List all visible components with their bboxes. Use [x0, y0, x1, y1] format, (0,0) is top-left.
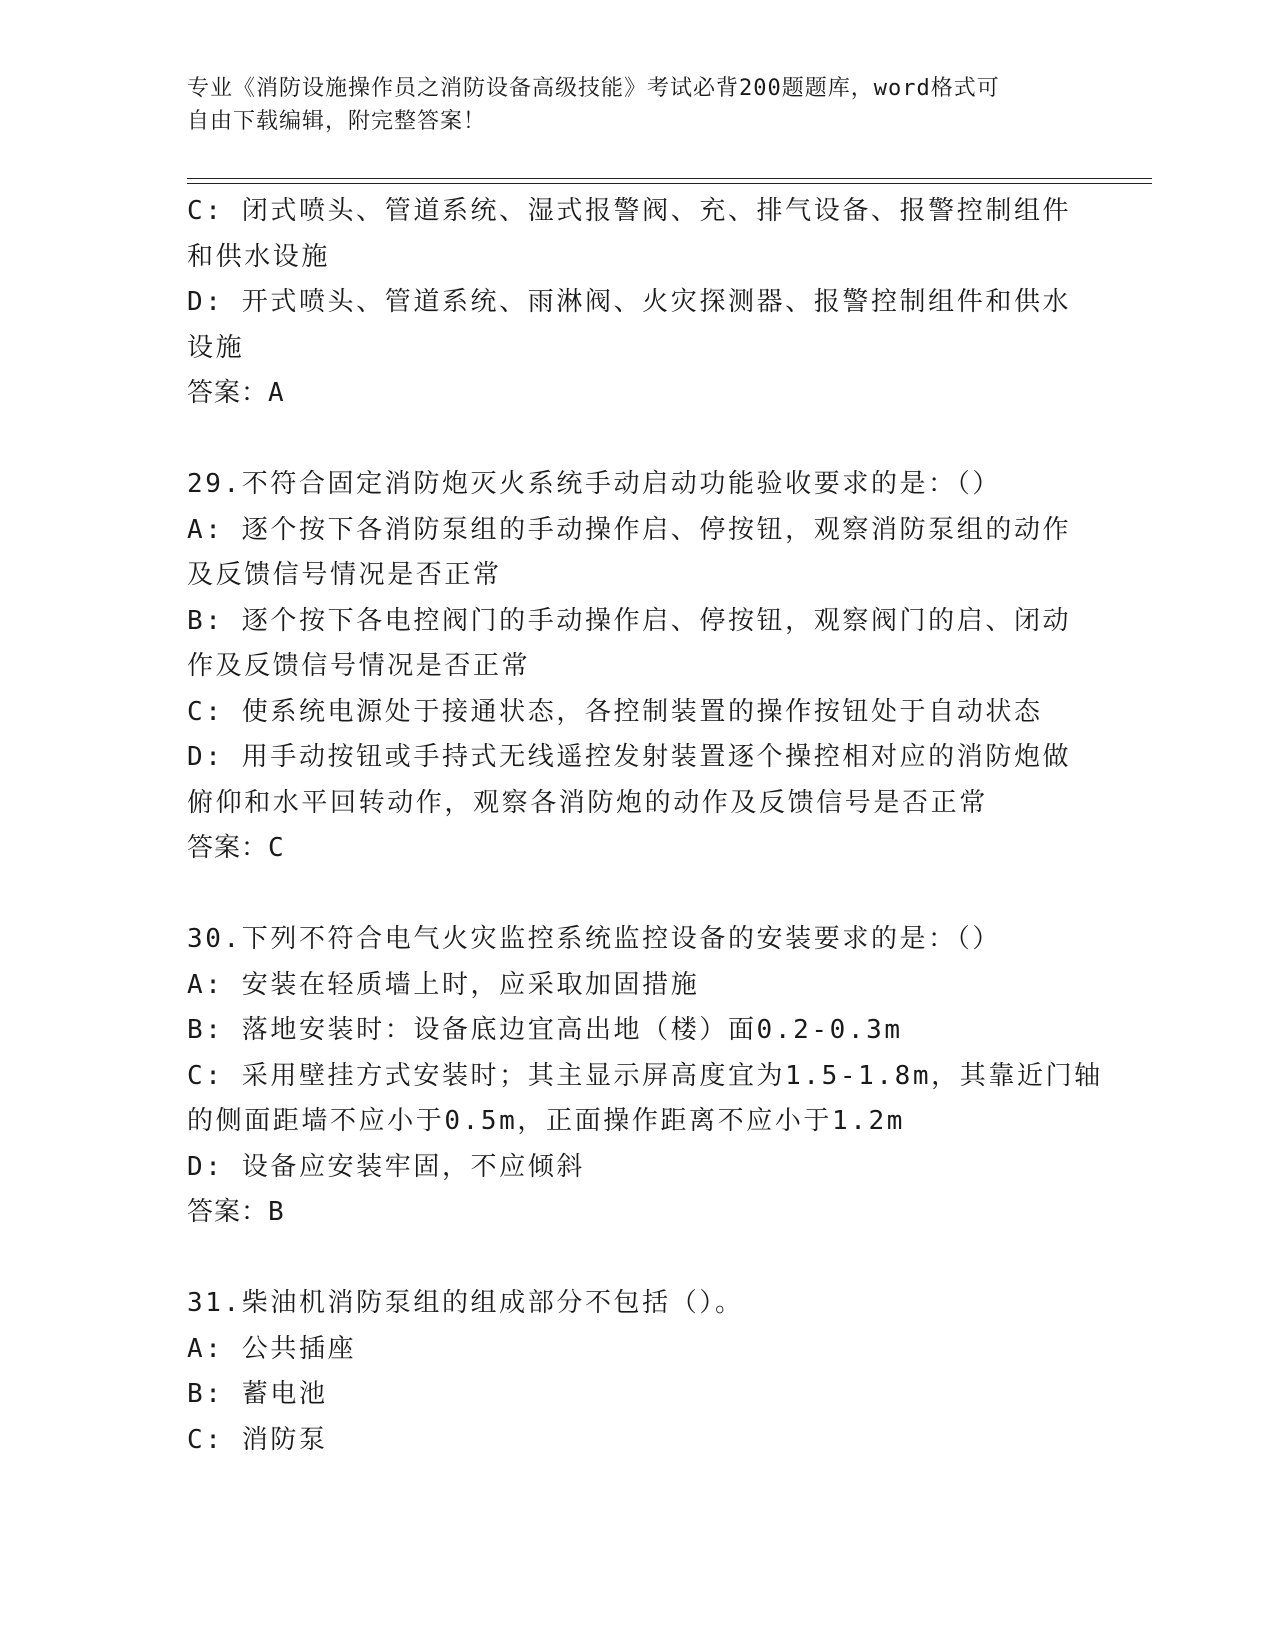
q28-option-c-line-2: 和供水设施 — [187, 241, 331, 272]
header-line-1: 专业《消防设施操作员之消防设备高级技能》考试必背200题题库，word格式可 — [187, 76, 1000, 101]
q28-option-d-line-1: D: 开式喷头、管道系统、雨淋阀、火灾探测器、报警控制组件和供水 — [187, 287, 1072, 317]
question-30 — [187, 917, 1103, 1236]
q30-answer: 答案：B — [187, 1197, 285, 1227]
q29-answer: 答案：C — [187, 833, 285, 863]
header-line-2: 自由下载编辑，附完整答案！ — [187, 109, 487, 134]
header-divider-top — [187, 178, 1152, 179]
page-header — [187, 72, 1087, 138]
q29-option-a-line-2: 及反馈信号情况是否正常 — [187, 560, 502, 590]
header-divider-bottom — [187, 183, 1152, 184]
q29-option-b-line-1: B: 逐个按下各电控阀门的手动操作启、停按钮，观察阀门的启、闭动 — [187, 605, 1072, 636]
q29-option-d-line-2: 俯仰和水平回转动作，观察各消防炮的动作及反馈信号是否正常 — [187, 787, 988, 818]
q29-option-c: C: 使系统电源处于接通状态，各控制装置的操作按钮处于自动状态 — [187, 696, 1043, 727]
spacer — [187, 872, 1092, 918]
q31-option-c: C: 消防泵 — [187, 1424, 328, 1455]
question-28 — [187, 189, 1092, 417]
q31-option-a: A: 公共插座 — [187, 1333, 357, 1364]
q29-option-a-line-1: A: 逐个按下各消防泵组的手动操作启、停按钮，观察消防泵组的动作 — [187, 514, 1072, 545]
q29-question-text: 29.不符合固定消防炮灭火系统手动启动功能验收要求的是：（） — [187, 469, 1001, 499]
question-list — [187, 189, 1103, 1463]
q28-answer: 答案：A — [187, 378, 285, 408]
q30-option-c-line-2: 的侧面距墙不应小于0.5m，正面操作距离不应小于1.2m — [187, 1106, 906, 1136]
q28-option-d-line-2: 设施 — [187, 332, 245, 363]
question-31 — [187, 1281, 1092, 1463]
q30-option-b: B: 落地安装时：设备底边宜高出地（楼）面0.2-0.3m — [187, 1015, 903, 1045]
q31-question-text: 31.柴油机消防泵组的组成部分不包括（）。 — [187, 1288, 744, 1318]
q31-option-b: B: 蓄电池 — [187, 1379, 328, 1409]
q30-option-d: D: 设备应安装牢固，不应倾斜 — [187, 1151, 585, 1182]
q30-question-text: 30.下列不符合电气火灾监控系统监控设备的安装要求的是：（） — [187, 924, 1001, 954]
q28-option-c-line-1: C: 闭式喷头、管道系统、湿式报警阀、充、排气设备、报警控制组件 — [187, 196, 1072, 226]
q30-option-a: A: 安装在轻质墙上时，应采取加固措施 — [187, 969, 700, 1000]
spacer — [187, 1236, 1092, 1282]
q29-option-d-line-1: D: 用手动按钮或手持式无线遥控发射装置逐个操控相对应的消防炮做 — [187, 742, 1072, 772]
q29-option-b-line-2: 作及反馈信号情况是否正常 — [187, 651, 531, 681]
spacer — [187, 417, 1092, 463]
q30-option-c-line-1: C: 采用壁挂方式安装时；其主显示屏高度宜为1.5-1.8m，其靠近门轴 — [187, 1060, 1103, 1091]
question-29 — [187, 462, 1092, 872]
